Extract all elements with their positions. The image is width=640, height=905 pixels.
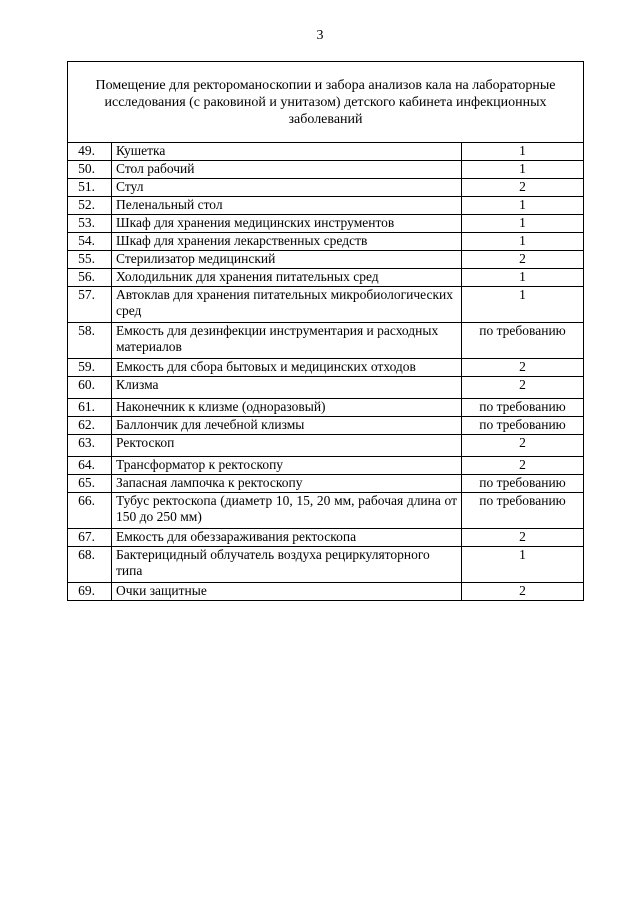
row-number: 59. (68, 359, 112, 377)
item-name: Холодильник для хранения питательных сред (112, 269, 462, 287)
item-quantity: 1 (462, 215, 584, 233)
item-quantity: 2 (462, 583, 584, 601)
table-row (68, 547, 584, 583)
item-quantity: 1 (462, 143, 584, 161)
item-quantity: по требованию (462, 323, 584, 359)
table-row (68, 251, 584, 269)
item-quantity: 2 (462, 377, 584, 399)
room-title: Помещение для ректороманоскопии и забора анализов кала на лабораторные исследования (с раковиной и унитазом) детского кабинета инфекционных заболеваний (68, 62, 584, 143)
row-number: 64. (68, 457, 112, 475)
row-number: 63. (68, 435, 112, 457)
table-row (68, 287, 584, 323)
row-number: 67. (68, 529, 112, 547)
item-quantity: 2 (462, 457, 584, 475)
item-name: Клизма (112, 377, 462, 399)
item-quantity: 1 (462, 233, 584, 251)
equipment-table-body (68, 62, 584, 601)
row-number: 61. (68, 399, 112, 417)
item-name: Баллончик для лечебной клизмы (112, 417, 462, 435)
item-name: Кушетка (112, 143, 462, 161)
item-name: Очки защитные (112, 583, 462, 601)
item-quantity: 2 (462, 179, 584, 197)
equipment-table (67, 61, 584, 601)
item-quantity: 1 (462, 269, 584, 287)
item-name: Емкость для дезинфекции инструментария и расходных материалов (112, 323, 462, 359)
table-row (68, 143, 584, 161)
table-row (68, 269, 584, 287)
item-name: Пеленальный стол (112, 197, 462, 215)
row-number: 68. (68, 547, 112, 583)
item-name: Стол рабочий (112, 161, 462, 179)
table-header-row (68, 62, 584, 143)
item-name: Наконечник к клизме (одноразовый) (112, 399, 462, 417)
table-row (68, 457, 584, 475)
item-quantity: 1 (462, 287, 584, 323)
page-number: 3 (316, 28, 324, 43)
table-row (68, 179, 584, 197)
item-name: Запасная лампочка к ректоскопу (112, 475, 462, 493)
row-number: 54. (68, 233, 112, 251)
row-number: 66. (68, 493, 112, 529)
row-number: 49. (68, 143, 112, 161)
table-row (68, 323, 584, 359)
item-name: Трансформатор к ректоскопу (112, 457, 462, 475)
item-quantity: 1 (462, 547, 584, 583)
row-number: 58. (68, 323, 112, 359)
item-quantity: 1 (462, 161, 584, 179)
item-quantity: 2 (462, 359, 584, 377)
table-row (68, 215, 584, 233)
table-row (68, 417, 584, 435)
item-name: Ректоскоп (112, 435, 462, 457)
table-row (68, 399, 584, 417)
item-quantity: по требованию (462, 399, 584, 417)
row-number: 69. (68, 583, 112, 601)
item-quantity: по требованию (462, 417, 584, 435)
item-quantity: 2 (462, 435, 584, 457)
row-number: 52. (68, 197, 112, 215)
row-number: 53. (68, 215, 112, 233)
table-row (68, 233, 584, 251)
row-number: 55. (68, 251, 112, 269)
table-row (68, 161, 584, 179)
item-quantity: 1 (462, 197, 584, 215)
item-name: Шкаф для хранения лекарственных средств (112, 233, 462, 251)
item-name: Емкость для сбора бытовых и медицинских отходов (112, 359, 462, 377)
item-quantity: 2 (462, 251, 584, 269)
table-row (68, 475, 584, 493)
item-name: Стул (112, 179, 462, 197)
row-number: 65. (68, 475, 112, 493)
item-name: Емкость для обеззараживания ректоскопа (112, 529, 462, 547)
item-quantity: по требованию (462, 475, 584, 493)
table-row (68, 359, 584, 377)
table-row (68, 529, 584, 547)
table-row (68, 435, 584, 457)
row-number: 60. (68, 377, 112, 399)
row-number: 57. (68, 287, 112, 323)
table-row (68, 377, 584, 399)
item-quantity: 2 (462, 529, 584, 547)
row-number: 50. (68, 161, 112, 179)
table-row (68, 197, 584, 215)
row-number: 56. (68, 269, 112, 287)
row-number: 51. (68, 179, 112, 197)
item-name: Автоклав для хранения питательных микробиологических сред (112, 287, 462, 323)
table-row (68, 583, 584, 601)
item-name: Тубус ректоскопа (диаметр 10, 15, 20 мм, рабочая длина от 150 до 250 мм) (112, 493, 462, 529)
table-row (68, 493, 584, 529)
item-quantity: по требованию (462, 493, 584, 529)
item-name: Шкаф для хранения медицинских инструментов (112, 215, 462, 233)
item-name: Стерилизатор медицинский (112, 251, 462, 269)
row-number: 62. (68, 417, 112, 435)
item-name: Бактерицидный облучатель воздуха рециркуляторного типа (112, 547, 462, 583)
